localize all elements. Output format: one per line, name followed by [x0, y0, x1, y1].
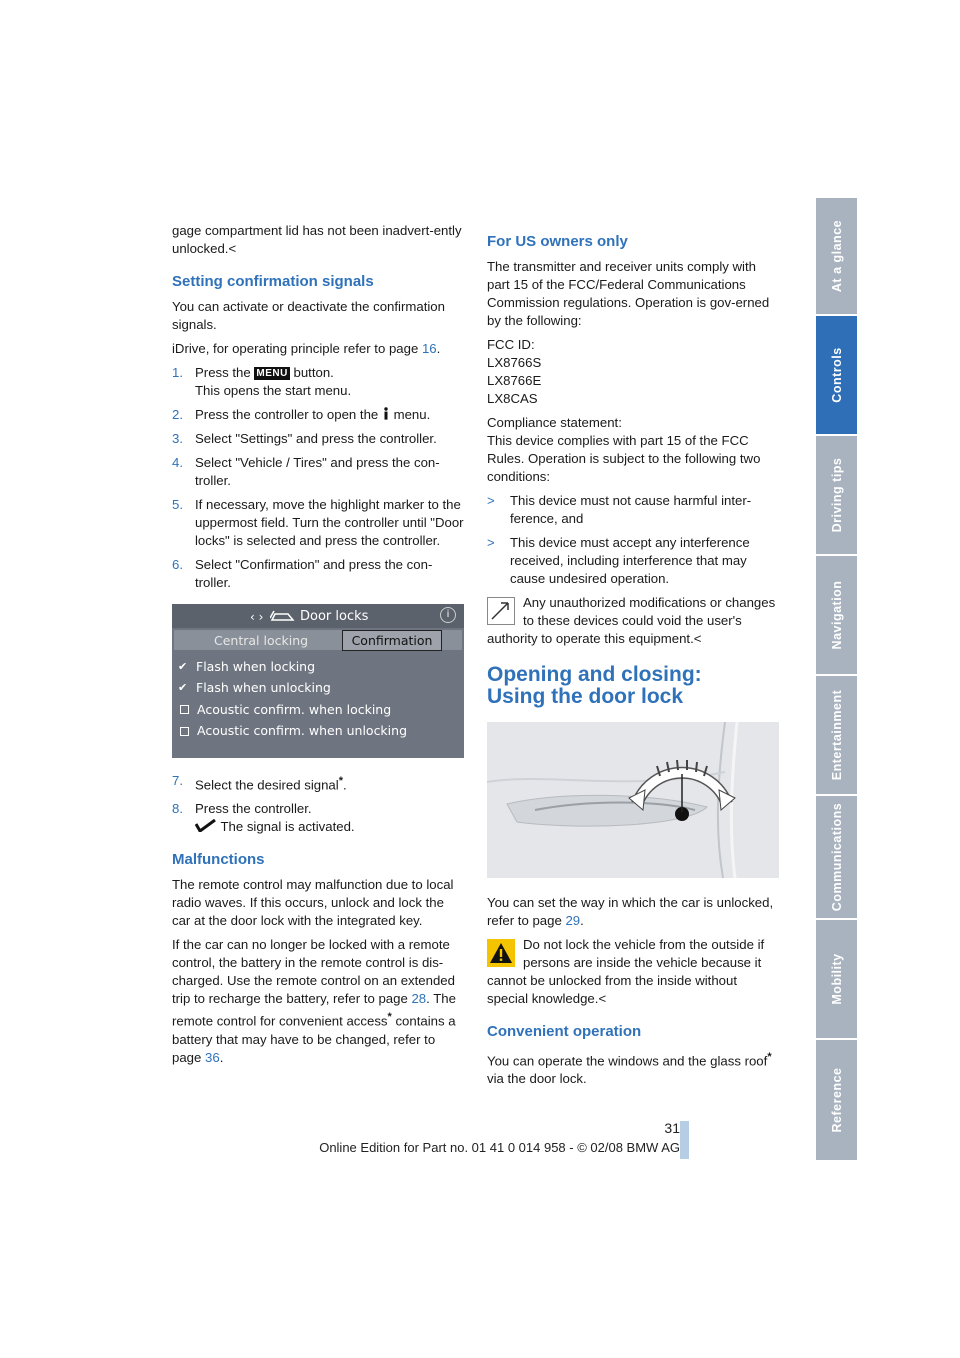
note-modifications: Any unauthorized modifications or changes to these devices could void the user's authority to operate this equipment.< [487, 595, 776, 646]
heading-confirmation-signals: Setting confirmation signals [172, 273, 374, 290]
page-link-28[interactable]: 28 [411, 991, 427, 1007]
heading-opening-closing: Opening and closing: Using the door lock [487, 663, 702, 708]
step-1: 1. Press the MENU button. This opens the start menu. [172, 365, 352, 398]
right-column [487, 232, 779, 1094]
checkmark-icon [195, 819, 217, 832]
malfunction-text-2: If the car can no longer be locked with a remote control, the battery in the remote control is dis-charged. Use the remote control on an extended trip to recharge the battery, refer to page 28. The remote control for convenient access* contains a battery that may have to be changed, refer to page 36. [172, 937, 456, 1065]
warning-icon [487, 939, 515, 967]
sidebar-tab-driving-tips[interactable]: Driving tips [816, 436, 857, 554]
check-icon: ✔ [178, 681, 188, 695]
option-flash-locking[interactable]: ✔ Flash when locking [178, 658, 316, 674]
unlock-way-text: You can set the way in which the car is unlocked, refer to page 29. [487, 895, 774, 928]
sidebar-tab-mobility[interactable]: Mobility [816, 920, 857, 1038]
footer-edition: Online Edition for Part no. 01 41 0 014 958 - © 02/08 BMW AG [319, 1140, 680, 1155]
checkbox-empty-icon [180, 727, 189, 736]
tab-confirmation[interactable]: Confirmation [342, 630, 442, 651]
screen-title: Door locks [300, 609, 369, 624]
step-3: 3. Select "Settings" and press the controller. [172, 431, 437, 446]
convenient-text: You can operate the windows and the glass roof* via the door lock. [487, 1051, 772, 1087]
left-column [172, 222, 464, 1073]
sidebar-tab-controls[interactable]: Controls [816, 316, 857, 434]
activate-text: You can activate or deactivate the confirmation signals. [172, 299, 445, 332]
sidebar-tab-navigation[interactable]: Navigation [816, 556, 857, 674]
sidebar-tab-communications[interactable]: Communications [816, 796, 857, 918]
heading-us-owners: For US owners only [487, 233, 628, 250]
step-7: 7. Select the desired signal*. [172, 773, 347, 793]
page-number: 31 [664, 1120, 680, 1136]
idrive-screen-image [172, 604, 464, 758]
malfunction-text-1: The remote control may malfunction due to local radio waves. If this occurs, unlock and lock the car at the door lock with the integrated key. [172, 877, 454, 929]
screen-tabs [174, 630, 462, 650]
car-door-icon [270, 609, 296, 623]
fcc-ids: FCC ID: LX8766S LX8766E LX8CAS [487, 337, 542, 406]
step-8: 8. Press the controller. The signal is activated. [172, 801, 355, 835]
screen-option-list [178, 656, 458, 742]
check-icon: ✔ [178, 659, 188, 673]
nav-arrows-icon: ‹ › [250, 610, 264, 624]
condition-2: > This device must accept any interference received, including interference that may cause undesired operation. [487, 535, 750, 586]
option-acoustic-unlocking[interactable]: Acoustic confirm. when unlocking [178, 721, 458, 743]
sidebar-tab-entertainment[interactable]: Entertainment [816, 676, 857, 794]
info-icon [382, 407, 390, 420]
option-acoustic-locking[interactable]: Acoustic confirm. when locking [178, 699, 458, 721]
menu-button-icon: MENU [256, 368, 288, 379]
condition-1: > This device must not cause harmful inter-ference, and [487, 493, 752, 526]
sidebar-tab-reference[interactable]: Reference [816, 1040, 857, 1160]
idrive-text: iDrive, for operating principle refer to page 16. [172, 341, 441, 356]
intro-text: gage compartment lid has not been inadvert-ently unlocked.< [172, 223, 462, 256]
checkbox-empty-icon [180, 705, 189, 714]
us-text: The transmitter and receiver units comply with part 15 of the FCC/Federal Communications Commission regulations. Operation is gov-erned by the following: [487, 259, 770, 328]
option-flash-unlocking[interactable]: ✔ Flash when unlocking [178, 680, 331, 696]
page-link-36[interactable]: 36 [205, 1049, 220, 1065]
screen-info-icon: i [440, 607, 456, 623]
note-icon [487, 597, 515, 625]
door-lock-image [487, 722, 779, 878]
compliance-statement: Compliance statement: This device complies with part 15 of the FCC Rules. Operation is subject to the following two conditions: [487, 415, 761, 484]
step-4: 4. Select "Vehicle / Tires" and press the con-troller. [172, 455, 440, 488]
page-link-16[interactable]: 16 [421, 341, 437, 356]
step-5: 5. If necessary, move the highlight marker to the uppermost field. Turn the controller until "Door locks" is selected and press the controller. [172, 497, 464, 548]
page-number-bar [680, 1121, 689, 1159]
door-lock-illustration [487, 722, 779, 878]
heading-malfunctions: Malfunctions [172, 851, 265, 869]
step-2: 2. Press the controller to open the menu. [172, 407, 431, 422]
page-link-29[interactable]: 29 [565, 913, 581, 928]
sidebar-tab-at-a-glance[interactable]: At a glance [816, 198, 857, 314]
step-6: 6. Select "Confirmation" and press the con-troller. [172, 557, 433, 590]
tab-central-locking[interactable]: Central locking [214, 633, 309, 648]
heading-convenient-operation: Convenient operation [487, 1023, 642, 1040]
warning-note: Do not lock the vehicle from the outside if persons are inside the vehicle because it cannot be unlocked from the inside without special knowledge.< [487, 937, 765, 1006]
